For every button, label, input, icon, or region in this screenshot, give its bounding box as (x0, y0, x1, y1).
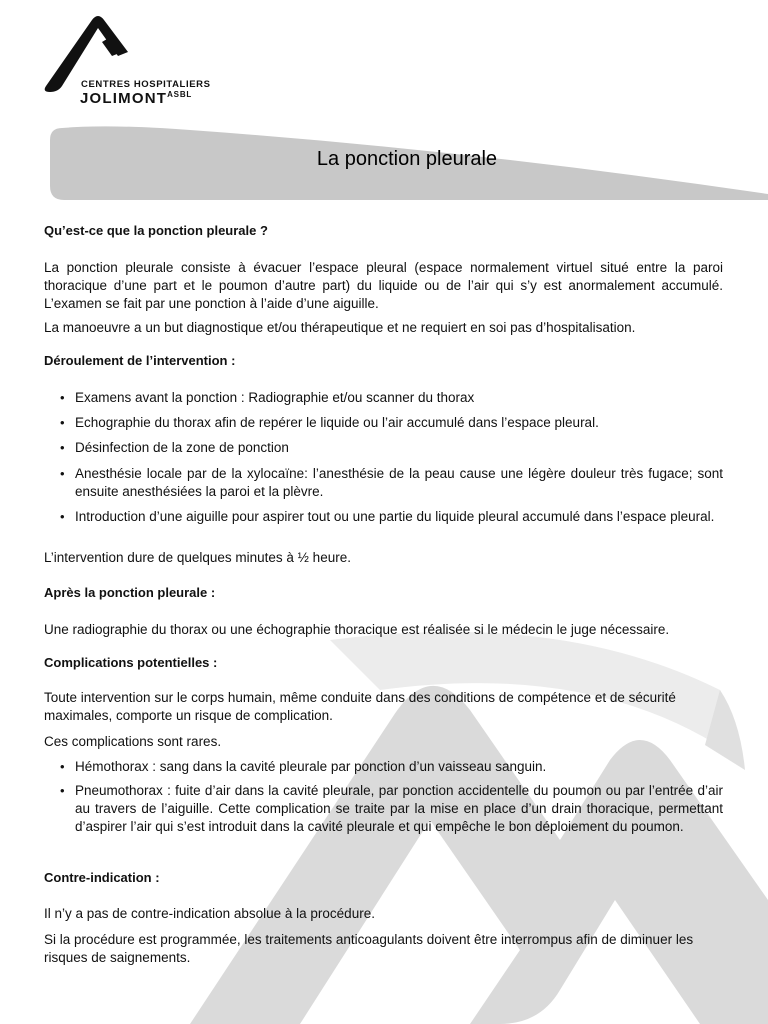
bullet-mark: • (60, 440, 65, 455)
complication-bullet: Pneumothorax : fuite d’air dans la cavité pleurale, par ponction accidentelle du poumon ou par l’entrée d’air au travers de l’aiguille. Cette complication se traite par la mise en place d’un drain thoracique, permettant d’aspirer l’air qui s’est introduit dans la cavité pleurale et qui empêche le bon déploiement du poumon. (75, 783, 723, 834)
paragraph-contra-1: Il n’y a pas de contre-indication absolue à la procédure. (44, 906, 375, 921)
logo-line-1: CENTRES HOSPITALIERS (81, 79, 211, 90)
paragraph-complications-2: Ces complications sont rares. (44, 734, 222, 749)
paragraph-after: Une radiographie du thorax ou une échographie thoracique est réalisée si le médecin le juge nécessaire. (44, 622, 670, 637)
bullet-mark: • (60, 783, 65, 798)
logo-suffix: ASBL (167, 90, 193, 99)
bullet-mark: • (60, 759, 65, 774)
heading-procedure: Déroulement de l’intervention : (44, 353, 236, 368)
bullet-mark: • (60, 390, 65, 405)
procedure-bullet: Anesthésie locale par de la xylocaïne: l’anesthésie de la peau cause une légère douleur très fugace; sont ensuite anesthésiées la paroi et la plèvre. (75, 466, 723, 499)
procedure-bullet: Désinfection de la zone de ponction (75, 440, 289, 455)
heading-after: Après la ponction pleurale : (44, 585, 216, 600)
procedure-bullet: Examens avant la ponction : Radiographie et/ou scanner du thorax (75, 390, 475, 405)
bullet-mark: • (60, 509, 65, 524)
procedure-bullet: Introduction d’une aiguille pour aspirer tout ou une partie du liquide pleural accumulé dans l’espace pleural. (75, 509, 715, 524)
heading-contra: Contre-indication : (44, 870, 160, 885)
heading-what: Qu’est-ce que la ponction pleurale ? (44, 223, 268, 238)
paragraph-what-1: La ponction pleurale consiste à évacuer l’espace pleural (espace normalement virtuel situé entre la paroi thoracique d’une part et le poumon d’autre part) du liquide ou de l’air qui s’y est anormalement accumulé. L’examen se fait par une ponction à l’aide d’une aiguille. (44, 260, 723, 311)
procedure-bullet: Echographie du thorax afin de repérer le liquide ou l’air accumulé dans l’espace pleural. (75, 415, 599, 430)
logo-name: JOLIMONT (80, 90, 168, 107)
page-title: La ponction pleurale (316, 148, 498, 170)
bullet-mark: • (60, 466, 65, 481)
paragraph-complications-1: Toute intervention sur le corps humain, même conduite dans des conditions de compétence et de sécurité maximales, comporte un risque de complication. (44, 690, 676, 723)
paragraph-what-2: La manoeuvre a un but diagnostique et/ou thérapeutique et ne requiert en soi pas d’hospitalisation. (44, 320, 636, 335)
logo-line-2 (80, 90, 192, 107)
paragraph-contra-2: Si la procédure est programmée, les traitements anticoagulants doivent être interrompus afin de diminuer les risques de saignements. (44, 932, 694, 965)
complication-bullet: Hémothorax : sang dans la cavité pleurale par ponction d’un vaisseau sanguin. (75, 759, 547, 774)
bullet-mark: • (60, 415, 65, 430)
heading-complications: Complications potentielles : (44, 655, 218, 670)
procedure-duration: L’intervention dure de quelques minutes à ½ heure. (44, 550, 351, 565)
